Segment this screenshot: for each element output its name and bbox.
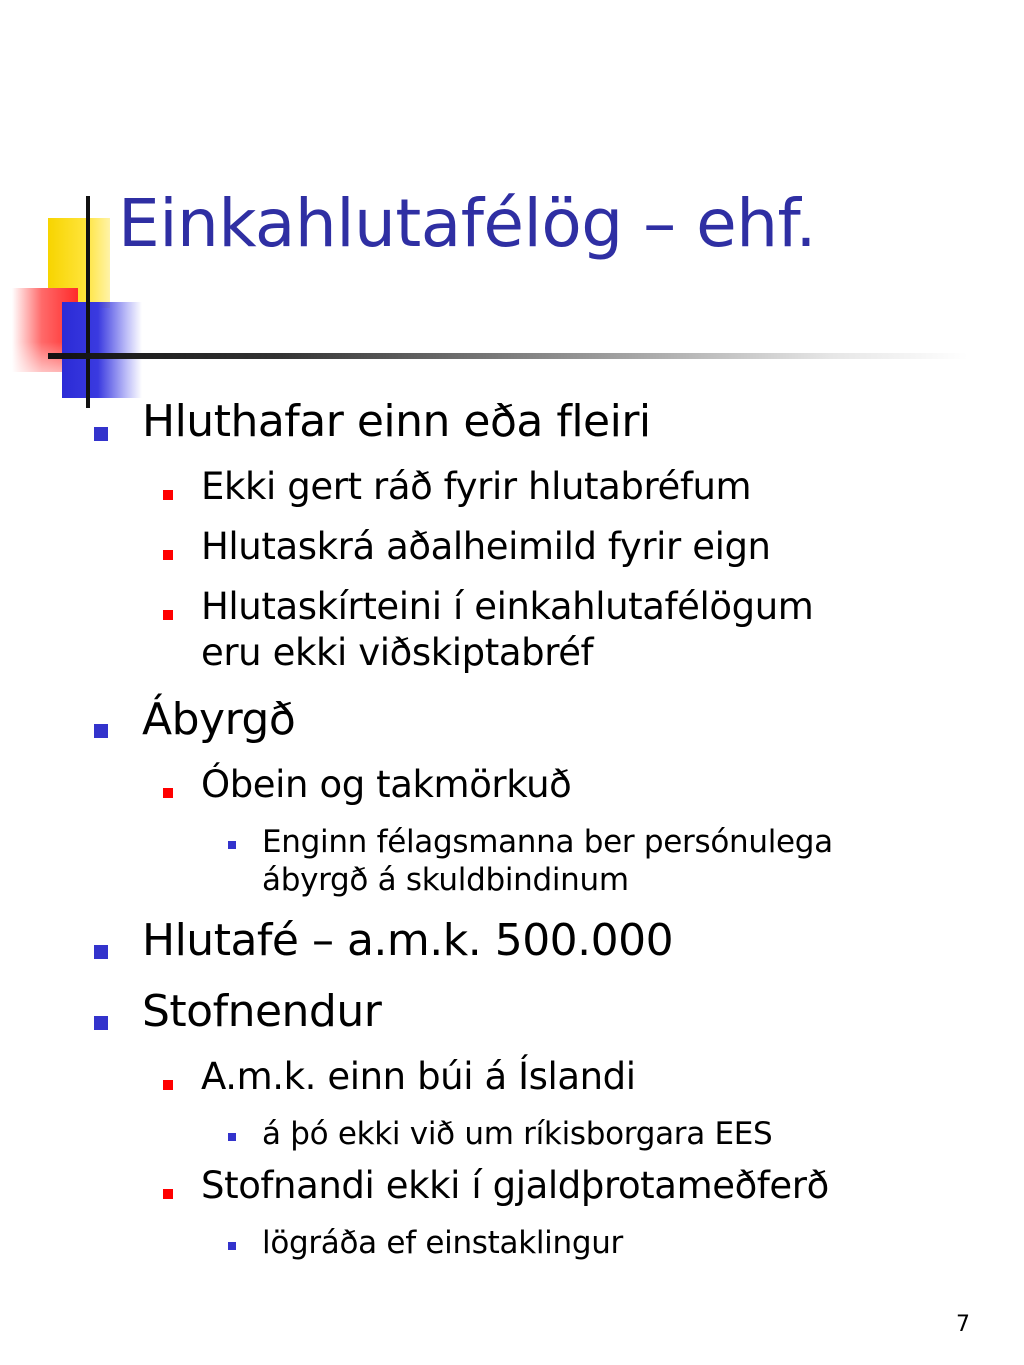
bullet-text: á þó ekki við um ríkisborgara EES (262, 1116, 773, 1152)
bullet-text: Hlutafé – a.m.k. 500.000 (142, 915, 674, 966)
bullet-item-level1 (142, 694, 295, 746)
bullet-text-continuation: eru ekki viðskiptabréf (201, 631, 594, 674)
bullet-text: lögráða ef einstaklingur (262, 1225, 623, 1261)
bullet-level3-marker (228, 1133, 236, 1141)
bullet-item-level2 (201, 524, 771, 570)
bullet-level3-marker (228, 841, 236, 849)
bullet-item-level1 (142, 915, 673, 967)
bullet-text: Óbein og takmörkuð (201, 763, 572, 806)
bullet-level1-marker (94, 945, 108, 959)
bullet-text: Enginn félagsmanna ber persónulega (262, 824, 833, 860)
decor-vertical-line (86, 196, 90, 408)
bullet-item-level2 (201, 584, 813, 676)
bullet-item-level3 (262, 823, 833, 899)
bullet-level2-marker (163, 610, 173, 620)
bullet-level2-marker (163, 1189, 173, 1199)
bullet-text: Hlutaskrá aðalheimild fyrir eign (201, 525, 771, 568)
page-number: 7 (956, 1312, 970, 1337)
bullet-text: Hlutaskírteini í einkahlutafélögum (201, 585, 814, 628)
bullet-item-level1 (142, 986, 381, 1038)
bullet-item-level1 (142, 396, 651, 448)
bullet-level2-marker (163, 550, 173, 560)
bullet-level1-marker (94, 1016, 108, 1030)
bullet-level2-marker (163, 788, 173, 798)
bullet-level2-marker (163, 1080, 173, 1090)
bullet-text: Ekki gert ráð fyrir hlutabréfum (201, 465, 752, 508)
bullet-level1-marker (94, 427, 108, 441)
bullet-level2-marker (163, 490, 173, 500)
bullet-text: A.m.k. einn búi á Íslandi (201, 1055, 636, 1098)
title-underline-rule (48, 353, 968, 359)
bullet-text: Ábyrgð (142, 694, 296, 745)
bullet-text: Stofnendur (142, 986, 382, 1037)
bullet-text: Stofnandi ekki í gjaldþrotameðferð (201, 1164, 829, 1207)
slide-title: Einkahlutafélög – ehf. (118, 185, 816, 262)
bullet-level3-marker (228, 1242, 236, 1250)
bullet-item-level2 (201, 464, 751, 510)
bullet-text: Hluthafar einn eða fleiri (142, 396, 651, 447)
bullet-item-level2 (201, 1054, 636, 1100)
bullet-text-continuation: ábyrgð á skuldbindinum (262, 862, 629, 898)
bullet-item-level3 (262, 1115, 772, 1153)
decor-blue-square (62, 302, 142, 398)
bullet-item-level2 (201, 762, 571, 808)
bullet-item-level3 (262, 1224, 623, 1262)
bullet-level1-marker (94, 724, 108, 738)
bullet-item-level2 (201, 1163, 829, 1209)
